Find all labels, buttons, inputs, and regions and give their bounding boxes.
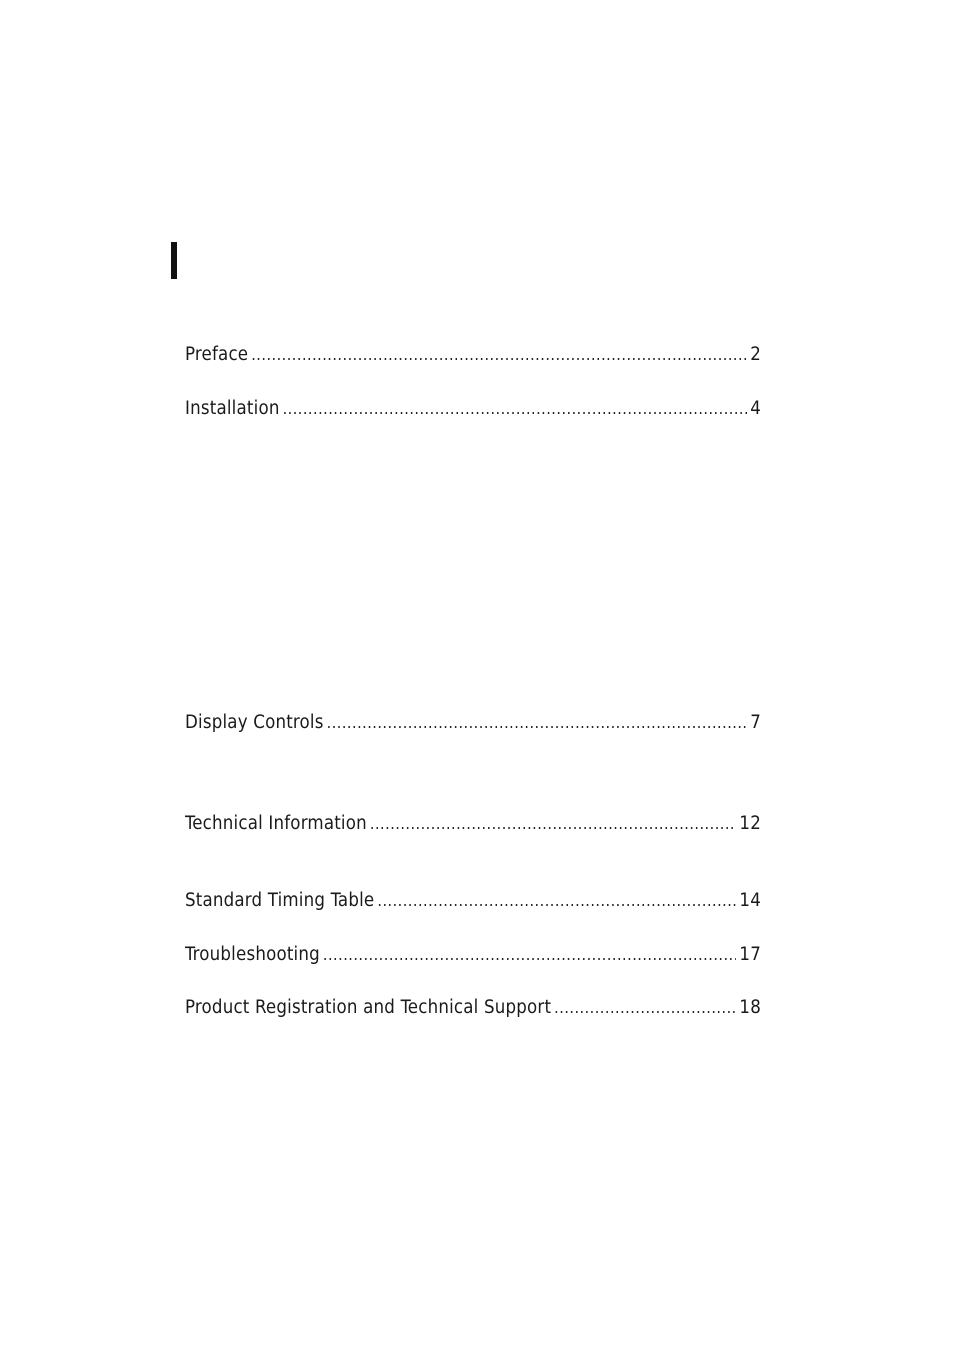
toc-leader-dots bbox=[370, 812, 737, 836]
toc-entry-preface[interactable] bbox=[185, 343, 761, 367]
toc-page-number: 12 bbox=[739, 813, 761, 834]
toc-leader-dots bbox=[377, 889, 736, 913]
toc-page-number: 4 bbox=[750, 398, 761, 419]
toc-page-number: 7 bbox=[750, 712, 761, 733]
toc-entry-installation[interactable] bbox=[185, 397, 761, 421]
toc-entry-standard-timing-table[interactable] bbox=[185, 889, 761, 913]
heading-bar bbox=[171, 242, 177, 279]
toc-leader-dots bbox=[323, 943, 737, 967]
toc-page-number: 18 bbox=[739, 997, 761, 1018]
toc-leader-dots bbox=[327, 711, 748, 735]
toc-label: Technical Information bbox=[185, 813, 367, 834]
toc-label: Troubleshooting bbox=[185, 944, 320, 965]
toc-label: Display Controls bbox=[185, 712, 324, 733]
toc-entry-product-registration[interactable] bbox=[185, 996, 761, 1020]
toc-label: Installation bbox=[185, 398, 280, 419]
toc-page-number: 2 bbox=[750, 344, 761, 365]
toc-entry-display-controls[interactable] bbox=[185, 711, 761, 735]
toc-entry-technical-information[interactable] bbox=[185, 812, 761, 836]
toc-leader-dots bbox=[283, 397, 748, 421]
toc-label: Preface bbox=[185, 344, 249, 365]
toc-leader-dots bbox=[554, 996, 736, 1020]
toc-leader-dots bbox=[251, 343, 747, 367]
toc-entry-troubleshooting[interactable] bbox=[185, 943, 761, 967]
toc-label: Product Registration and Technical Support bbox=[185, 997, 552, 1018]
toc-label: Standard Timing Table bbox=[185, 890, 375, 911]
toc-page-number: 17 bbox=[739, 944, 761, 965]
toc-page-number: 14 bbox=[739, 890, 761, 911]
